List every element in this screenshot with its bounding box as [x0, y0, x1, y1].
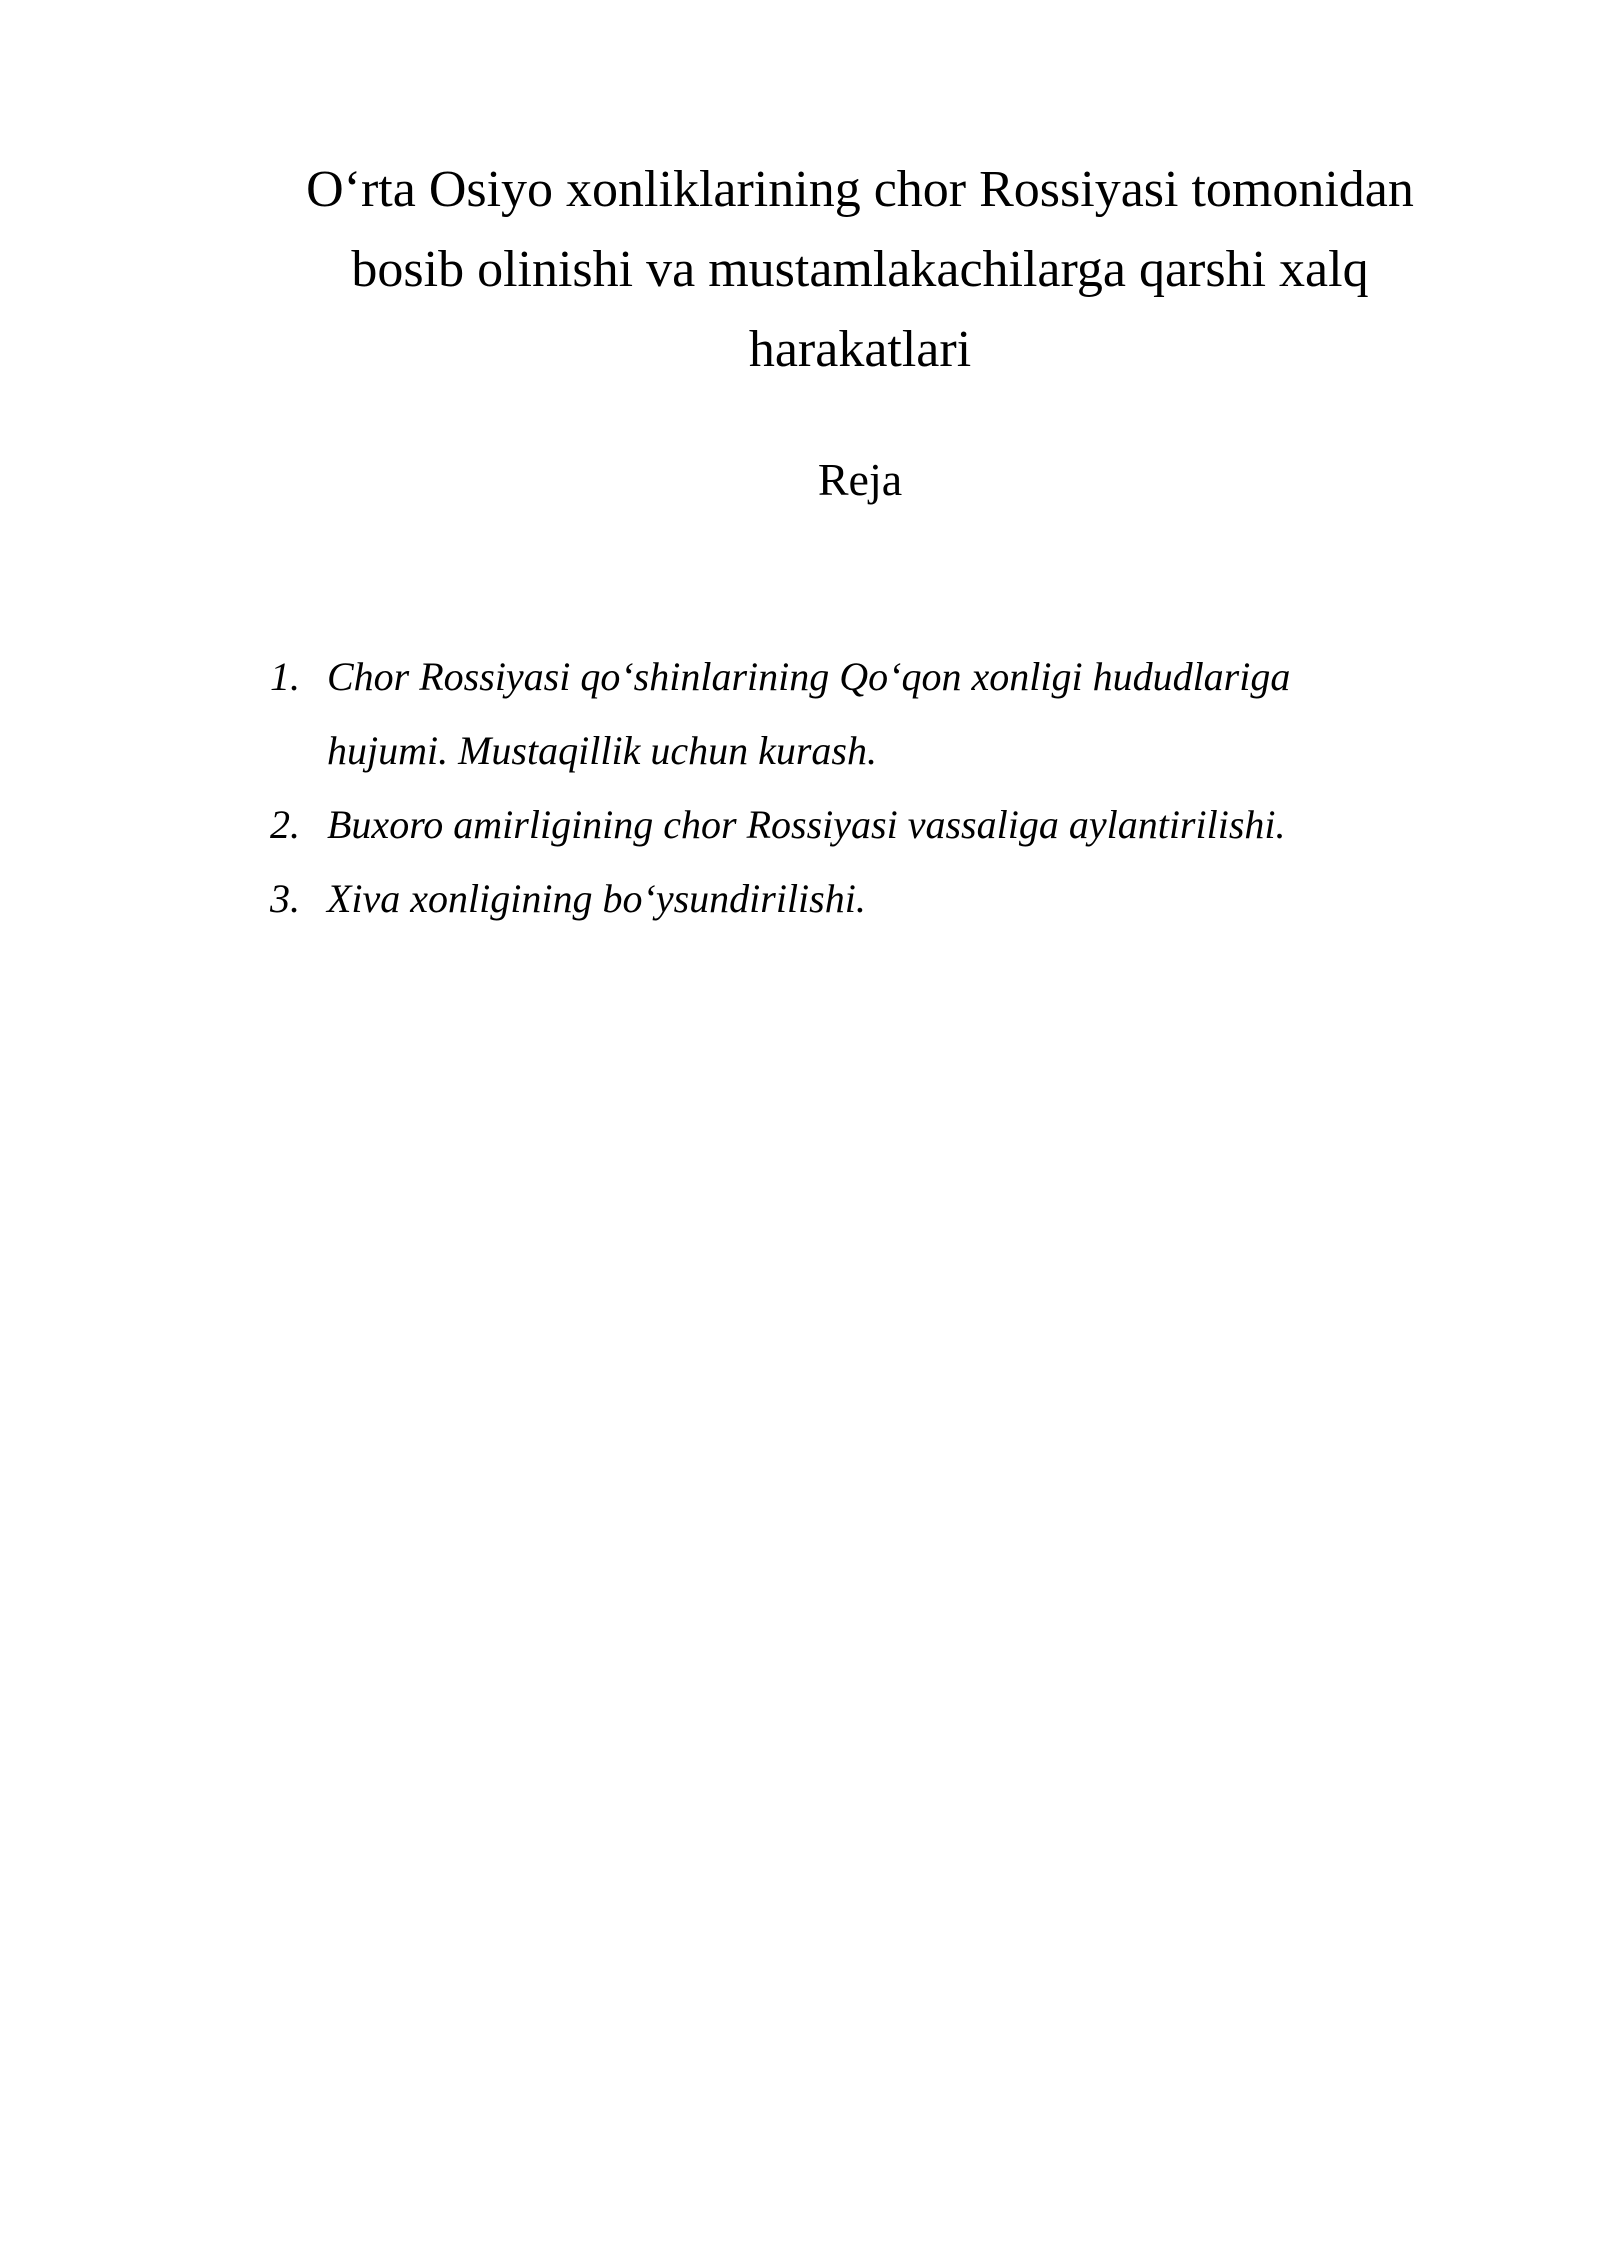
plan-item — [270, 640, 1420, 788]
document-title: O‘rta Osiyo xonliklarining chor Rossiyasi tomonidan bosib olinishi va mustamlakachilarga qarshi xalq harakatlari — [306, 161, 1414, 378]
plan-item-text: Chor Rossiyasi qo‘shinlarining Qo‘qon xonligi hududlariga hujumi. Mustaqillik uchun kurash. — [327, 654, 1291, 773]
plan-item — [270, 862, 1420, 936]
plan-list — [270, 640, 1420, 936]
plan-item-number: 3. — [270, 876, 300, 921]
plan-item-number: 2. — [270, 802, 300, 847]
plan-item-text: Buxoro amirligining chor Rossiyasi vassaliga aylantirilishi. — [327, 802, 1286, 847]
plan-heading: Reja — [817, 454, 903, 505]
plan-item-number: 1. — [270, 654, 300, 699]
plan-item-text: Xiva xonligining bo‘ysundirilishi. — [327, 876, 866, 921]
plan-item — [270, 788, 1420, 862]
